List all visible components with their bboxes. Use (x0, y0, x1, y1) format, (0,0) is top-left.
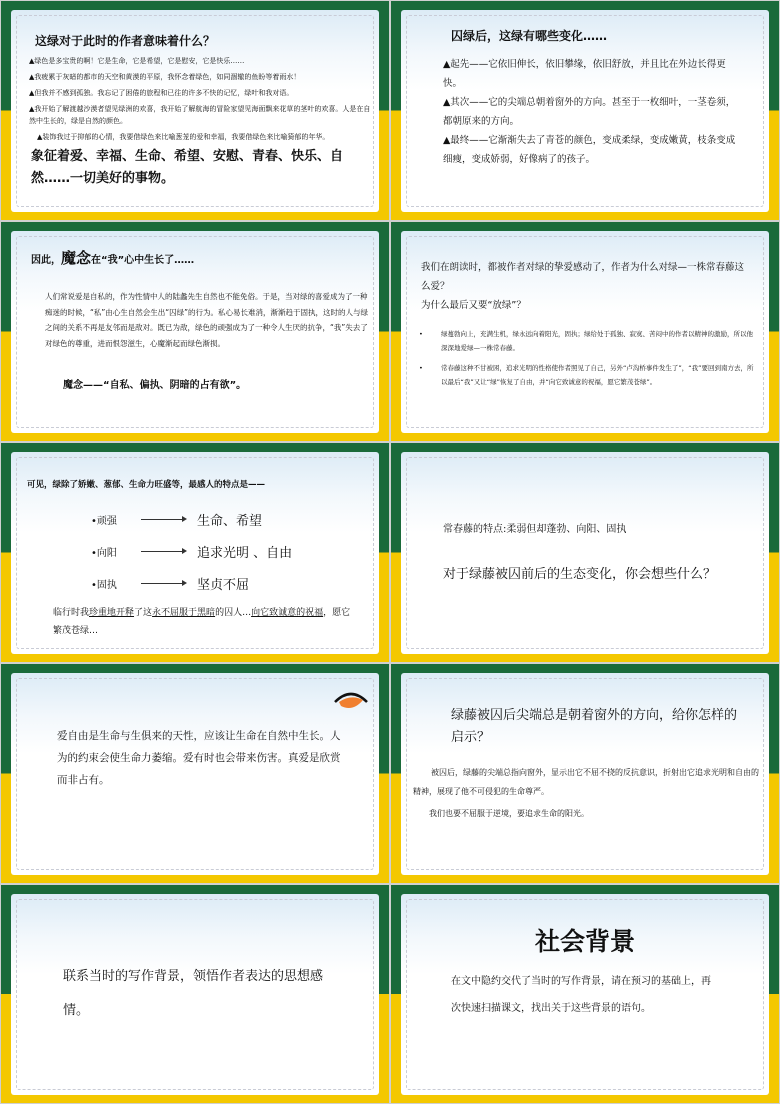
arrow-icon (141, 519, 185, 520)
trait-list (91, 503, 379, 599)
trait-row (91, 567, 379, 599)
closing-quote: 临行时我珍重地开释了这永不屈服于黑暗的囚人…向它致诚意的祝福，愿它繁茂苍绿… (53, 608, 351, 636)
slide-2[interactable] (390, 0, 780, 221)
body-text: 联系当时的写作背景，领悟作者表达的思想感情。 (63, 969, 324, 1018)
change-item: ▲起先——它依旧伸长，依旧攀缘，依旧舒放，并且比在外边长得更快。 (443, 59, 726, 89)
slide-4[interactable] (390, 221, 780, 442)
paragraph: 我们也要不屈服于逆境，要追求生命的阳光。 (429, 809, 589, 818)
trait-name: •向阳 (91, 547, 117, 559)
intro: 可见，绿除了娇嫩、葱郁、生命力旺盛等，最感人的特点是—— (27, 480, 266, 490)
quote-line: ▲绿色是多宝贵的啊！它是生命，它是希望，它是慰安，它是快乐…… (29, 57, 245, 65)
slide-1[interactable] (0, 0, 390, 221)
trait-name: •固执 (91, 579, 117, 591)
quote-line: ▲我开始了解渡越沙漠者望见绿洲的欢喜，我开始了解航海的冒险家望见海面飘来花草的茎叶的欢喜。人是在自然中生长的，绿是自然的颜色。 (29, 105, 371, 125)
slide-card (11, 231, 379, 433)
question-line: 为什么最后又要“放绿”？ (421, 300, 526, 311)
change-item: ▲其次——它的尖端总朝着窗外的方向。甚至于一枚细叶，一茎卷须，都朝原来的方向。 (443, 97, 736, 127)
slide-card (401, 894, 769, 1095)
slide-title: 这绿对于此时的作者意味着什么？ (35, 34, 216, 48)
trait-row (91, 503, 379, 535)
paragraph: 被囚后，绿藤的尖端总指向窗外，显示出它不屈不挠的反抗意识，折射出它追求光明和自由的精神，展现了他不可侵犯的生命尊严。 (413, 768, 759, 796)
quote-line: ▲装饰我过于抑郁的心情，我要借绿色来比喻葱茏的爱和幸福，我要借绿色来比喻猗郁的年华。 (37, 133, 330, 141)
question-text: 对于绿藤被囚前后的生态变化，你会想些什么？ (443, 567, 717, 582)
answer-text: 绿蔓勃向上，充满生机，绿永远向着阳光，固执；绿给处于孤独、寂寞、苦闷中的作者以精神的激励，所以他深深地爱绿—一株常春藤。 (441, 330, 753, 352)
conclusion: 魔念——“自私、偏执、阴暗的占有欲”。 (63, 380, 247, 391)
title-keyword: 魔念 (61, 249, 92, 267)
slide-title: 社会背景 (534, 927, 635, 956)
slide-card (11, 894, 379, 1095)
slide-6[interactable] (390, 442, 780, 663)
answer-item (419, 361, 759, 389)
arrow-icon (141, 551, 185, 552)
trait-meaning: 生命、希望 (197, 513, 263, 529)
slide-5[interactable] (0, 442, 390, 663)
question-line: 我们在朗读时，都被作者对绿的挚爱感动了，作者为什么对绿—一株常春藤这么爱？ (421, 262, 745, 292)
slide-card (401, 452, 769, 654)
conclusion: 象征着爱、幸福、生命、希望、安慰、青春、快乐、自然……一切美好的事物。 (31, 149, 344, 186)
answer-list (419, 327, 759, 389)
bullet: • (419, 330, 423, 338)
trait-row (91, 535, 379, 567)
slide-title (31, 247, 194, 268)
trait-meaning: 追求光明 、自由 (197, 545, 293, 561)
body-text: 在文中隐约交代了当时的写作背景，请在预习的基础上，再次快速扫描课文，找出关于这些背景的语句。 (451, 976, 711, 1014)
slide-card (11, 673, 379, 875)
question (421, 258, 751, 315)
title-prefix: 因此， (31, 255, 61, 266)
slide-card (401, 10, 769, 212)
answer-text: 常春藤这种不甘被困，追求光明的性格使作者照见了自己，另外“卢沟桥事件发生了”，“我”要回到南方去，所以最后“我”又让“绿”恢复了自由，并“向它致诚意的祝福，愿它繁茂苍绿”。 (441, 364, 754, 386)
trait-meaning: 坚贞不屈 (197, 577, 250, 593)
feature-text: 常春藤的特点:柔弱但却蓬勃、向阳、固执 (443, 524, 627, 535)
slide-card (401, 231, 769, 433)
eye-leaf-icon (333, 688, 369, 712)
slide-10[interactable] (390, 884, 780, 1104)
title-suffix: 在“我”心中生长了…… (91, 255, 195, 266)
slide-title: 绿藤被囚后尖端总是朝着窗外的方向，给你怎样的启示？ (451, 708, 738, 745)
bullet: • (419, 364, 423, 372)
change-list (443, 55, 741, 169)
quote-line: ▲但我并不感到孤独。我忘记了困倦的旅程和已往的许多不快的记忆，绿叶和我对语。 (29, 89, 294, 97)
change-item: ▲最终——它渐渐失去了青苍的颜色，变成柔绿，变成嫩黄，枝条变成细瘦，变成娇弱，好像病了的孩子。 (443, 135, 736, 165)
slide-card (401, 673, 769, 875)
answer-item (419, 327, 759, 355)
slide-3[interactable] (0, 221, 390, 442)
quote-line: ▲我疲累于灰暗的都市的天空和黄漠的平原，我怀念着绿色，如同涸辙的鱼盼等着雨水！ (29, 73, 301, 81)
paragraph: 人们常说爱是自私的，作为性情中人的陆蠡先生自然也不能免俗。于是，当对绿的喜爱成为了一种痴迷的时候，“私”由心生自然会生出“囚绿”的行为。私心易长难消，渐渐趋于固执，这时的人与绿之间的关系不再是友邻而是敌对。既已为敌，绿色的顽强成为了一种令人生厌的抗争，“我”失去了对绿色的尊重，进而恨怨滋生，心魔渐起而绿色渐损。 (45, 292, 369, 348)
slide-8[interactable] (390, 663, 780, 884)
quote-list (29, 55, 371, 143)
slide-card (11, 452, 379, 654)
trait-name: •顽强 (91, 515, 117, 527)
arrow-icon (141, 583, 185, 584)
slide-9[interactable] (0, 884, 390, 1104)
slide-title: 囚绿后，这绿有哪些变化…… (451, 29, 608, 43)
body-text: 爱自由是生命与生俱来的天性，应该让生命在自然中生长。人为的约束会使生命力萎缩。爱有时也会带来伤害。真爱是欣赏而非占有。 (57, 730, 341, 786)
slide-card (11, 10, 379, 212)
slide-7[interactable] (0, 663, 390, 884)
